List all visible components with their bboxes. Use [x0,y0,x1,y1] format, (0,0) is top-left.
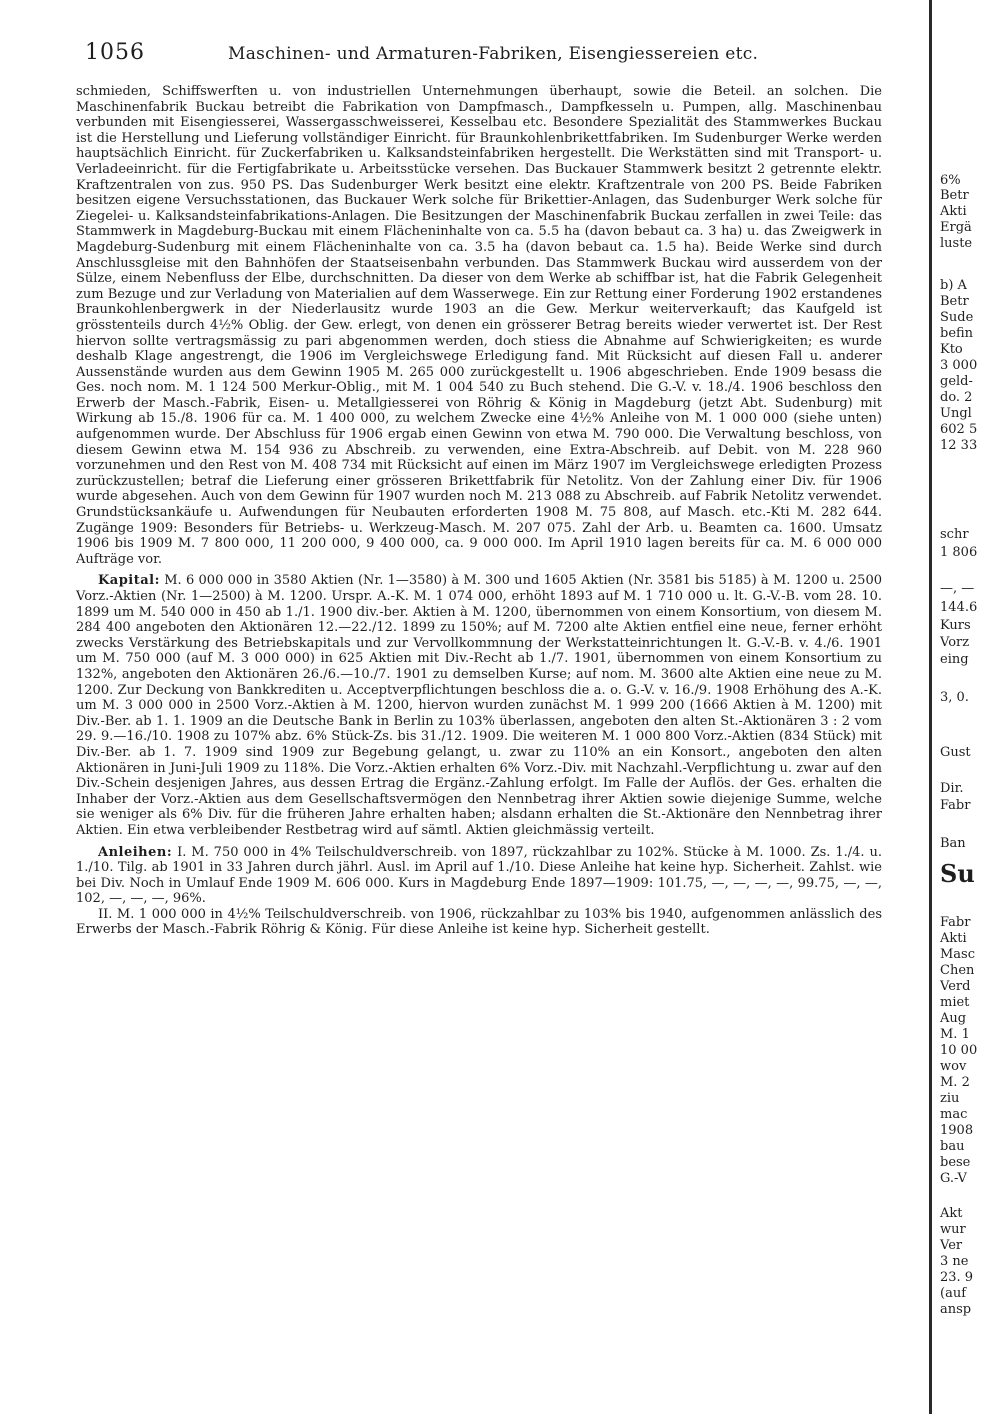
margin-fragment: Vorz [940,635,970,650]
margin-fragment: 3 ne [940,1254,969,1269]
margin-fragment: 23. 9 [940,1270,974,1285]
margin-fragment: befin [940,326,974,341]
margin-fragment: 1 806 [940,545,978,560]
page-header [85,40,925,72]
intro-paragraph: schmieden, Schiffswerften u. von industriellen Unternehmungen überhaupt, sowie die Beteil. an solchen. Die Maschinenfabrik Buckau betreibt die Fabrikation von Dampfmasch., Dampfkesseln u. Pumpen, allg. Maschinenbau verbunden mit Eisengiesserei, Wassergasschweisserei, Kesselbau etc. Besondere Spezialität des Stammwerkes Buckau ist die Herstellung und Lieferung vollständiger Einricht. für Braunkohlenbrikettfabriken. Im Sudenburger Werke werden hauptsächlich Einricht. für Zuckerfabriken u. Kalksandsteinfabriken hergestellt. Die Werkstätten sind mit Transport- u. Verladeeinricht. für die Fertigfabrikate u. Arbeitsstücke versehen. Das Buckauer Stammwerk besitzt 2 getrennte elektr. Kraftzentralen von zus. 950 PS. Das Sudenburger Werk besitzt eine elektr. Kraftzentrale von 200 PS. Beide Fabriken besitzen eigene Versuchsstationen, das Buckauer Werk solche für Brikettier-Anlagen, das Sudenburger Werk solche für Ziegelei- u. Kalksandsteinfabrikations-Anlagen. Die Besitzungen der Maschinenfabrik Buckau zerfallen in zwei Teile: das Stammwerk in Magdeburg-Buckau mit einem Flächeninhalte von ca. 5.5 ha (davon bebaut ca. 3 ha) u. das Zweigwerk in Magdeburg-Sudenburg mit einem Flächeninhalte von ca. 3.5 ha (davon bebaut ca. 1.5 ha). Beide Werke sind durch Anschlussgleise mit den Bahnhöfen der Staatseisenbahn verbunden. Das Stammwerk Buckau wird ausserdem von der Sülze, einem Nebenfluss der Elbe, durchschnitten. Da dieser von dem Werke ab schiffbar ist, hat die Fabrik Gelegenheit zum Bezuge und zur Verladung von Materialien auf dem Wasserwege. Ein zur Rettung einer Forderung 1902 erstandenes Braunkohlenbergwerk in der Niederlausitz wurde 1903 an die Gew. Merkur weiterverkauft; das Kaufgeld ist grösstenteils durch 4½% Oblig. der Gew. erlegt, von denen ein grösserer Betrag bereits wieder verwertet ist. Der Rest hiervon sollte vertragsmässig zu pari abgenommen werden, doch stiess die Abnahme auf Schwierigkeiten; es wurde deshalb Klage angestrengt, die 1906 im Vergleichswege Erledigung fand. Mit Rücksicht auf diesen Fall u. anderer Aussenstände wurden aus dem Gewinn 1905 M. 265 000 zurückgestellt u. 1906 abgeschrieben. Ende 1909 besass die Ges. noch nom. M. 1 124 500 Merkur-Oblig., mit M. 1 004 540 zu Buch stehend. Die G.-V. v. 18./4. 1906 beschloss den Erwerb der Masch.-Fabrik, Eisen- u. Metallgiesserei von Röhrig & König in Magdeburg (jetzt Abt. Sudenburg) mit Wirkung ab 15./8. 1906 für ca. M. 1 400 000, zu welchem Zwecke eine 4½% Anleihe von M. 1 000 000 (siehe unten) aufgenommen wurde. Der Abschluss für 1906 ergab einen Gewinn von etwa M. 790 000. Die Verwaltung beschloss, von diesem Gewinn etwa M. 154 936 zu Abschreib. zu verwenden, eine Extra-Abschreib. auf Debit. von M. 228 960 vorzunehmen und den Rest von M. 408 734 mit Rücksicht auf einen im März 1907 im Vergleichswege erledigten Prozess zurückzustellen; betraf die Lieferung einer grösseren Brikettfabrik für Netolitz. Von der Zahlung einer Div. für 1906 wurde abgesehen. Auch von dem Gewinn für 1907 wurden noch M. 213 088 zu Abschreib. auf Fabrik Netolitz verwendet. Grundstücksankäufe u. Aufwendungen für Neubauten erforderten 1908 M. 75 808, auf Masch. etc.-Kti M. 282 644. Zugänge 1909: Besonders für Betriebs- u. Werkzeug-Masch. M. 207 075. Zahl der Arb. u. Beamten ca. 1600. Umsatz 1906 bis 1909 M. 7 800 000, 11 200 000, 9 400 000, ca. 9 000 000. Im April 1910 lagen bereits für ca. M. 6 000 000 Aufträge vor. [76,84,882,567]
adjacent-page-margin [938,0,1000,1414]
margin-fragment: Ungl [940,406,972,421]
margin-fragment: 3 000 [940,358,978,373]
margin-fragment: bese [940,1155,971,1170]
margin-fragment: Ergä [940,220,972,235]
margin-fragment: Verd [940,979,971,994]
margin-fragment: M. 2 [940,1075,970,1090]
margin-fragment: 1908 [940,1123,974,1138]
margin-fragment: Kurs [940,618,971,633]
margin-fragment: 6% [940,173,961,188]
kapital-paragraph [76,573,882,838]
margin-fragment: G.-V [940,1171,967,1186]
margin-fragment: ansp [940,1302,972,1317]
margin-fragment: Dir. [940,781,964,796]
margin-fragment: mac [940,1107,968,1122]
margin-fragment: 144.6 [940,600,978,615]
margin-fragment: wov [940,1059,967,1074]
kapital-text: M. 6 000 000 in 3580 Aktien (Nr. 1—3580) à M. 300 und 1605 Aktien (Nr. 3581 bis 5185) à M. 1200 u. 2500 Vorz.-Aktien (Nr. 1—2500) à M. 1200. Urspr. A.-K. M. 1 074 000, erhöht 1893 auf M. 1 710 000 u. lt. G.-V.-B. vom 28. 10. 1899 um M. 540 000 in 450 ab 1./1. 1900 div.-ber. Aktien à M. 1200, übernommen von einem Konsortium, von diesem M. 284 400 angeboten den Aktionären 12.—22./12. 1899 zu 150%; auf M. 7200 alte Aktien entfiel eine neue, ferner erhöht zwecks Verstärkung des Betriebskapitals und zur Vervollkommnung der Werkstatteinrichtungen lt. G.-V.-B. v. 4./6. 1901 um M. 750 000 (auf M. 3 000 000) in 625 Aktien mit Div.-Recht ab 1./7. 1901, übernommen von einem Konsortium zu 132%, angeboten den Aktionären 26./6.—10./7. 1901 zu demselben Kurse; auf nom. M. 3600 alte Aktien eine neue zu M. 1200. Zur Deckung von Bankkrediten u. Acceptverpflichtungen beschloss die a. o. G.-V. v. 16./9. 1908 Erhöhung des A.-K. um M. 3 000 000 in 2500 Vorz.-Aktien à M. 1200, hiervon wurden zunächst M. 1 999 200 (1666 Aktien à M. 1200) mit Div.-Ber. ab 1. 1. 1909 an die Deutsche Bank in Berlin zu 103% überlassen, angeboten den alten St.-Aktionären 3 : 2 vom 29. 9.—16./10. 1908 zu 107% abz. 6% Stück-Zs. bis 31./12. 1909. Die weiteren M. 1 000 800 Vorz.-Aktien (834 Stück) mit Div.-Ber. ab 1. 7. 1909 sind 1909 zur Begebung gelangt, u. zwar zu 110% an ein Konsort., angeboten den alten Aktionären in Juni-Juli 1909 zu 118%. Die Vorz.-Aktien erhalten 6% Vorz.-Div. mit Nachzahl.-Verpflichtung u. zwar auf den Div.-Schein desjenigen Jahres, aus dessen Ertrag die Ergänz.-Zahlung erfolgt. Im Falle der Auflös. der Ges. erhalten die Inhaber der Vorz.-Aktien aus dem Gesellschaftsvermögen den Nennbetrag ihrer Aktien sowie diejenige Summe, welche sie weniger als 6% Div. für die früheren Jahre erhalten haben; alsdann erhalten die St.-Aktionäre den Nennbetrag ihrer Aktien. Ein etwa verbleibender Restbetrag wird auf sämtl. Aktien gleichmässig verteilt. [76,573,882,838]
margin-fragment: wur [940,1222,966,1237]
margin-fragment: 3, 0. [940,690,969,705]
margin-fragment: Kto [940,342,963,357]
margin-fragment: —, — [940,581,975,596]
margin-fragment: 12 33 [940,438,978,453]
margin-fragment: ziu [940,1091,960,1106]
page-number: 1056 [85,40,145,65]
margin-fragment: Fabr [940,915,971,930]
margin-fragment: Akt [940,1206,963,1221]
main-column [76,84,882,938]
running-title: Maschinen- und Armaturen-Fabriken, Eisengiessereien etc. [228,44,759,64]
margin-fragment: M. 1 [940,1027,970,1042]
margin-fragment: bau [940,1139,965,1154]
margin-fragment: do. 2 [940,390,973,405]
anleihen-paragraph [76,845,882,907]
anleihen-2-paragraph: II. M. 1 000 000 in 4½% Teilschuldverschreib. von 1906, rückzahlbar zu 103% bis 1940, aufgenommen anlässlich des Erwerbs der Masch.-Fabrik Röhrig & König. Für diese Anleihe ist keine hyp. Sicherheit gestellt. [76,906,882,938]
margin-fragment: Betr [940,294,969,309]
margin-fragment: 10 00 [940,1043,978,1058]
margin-fragment: Aug [940,1011,967,1026]
margin-fragment: Fabr [940,798,971,813]
margin-fragment: 602 5 [940,422,978,437]
anleihen-label: Anleihen: [98,844,173,860]
margin-fragment: Ban [940,836,966,851]
margin-fragment: eing [940,652,969,667]
margin-fragment: miet [940,995,970,1010]
margin-fragment: luste [940,236,973,251]
margin-fragment: b) A [940,278,967,293]
anleihen-1-text: I. M. 750 000 in 4% Teilschuldverschreib. von 1897, rückzahlbar zu 102%. Stücke à M. 1000. Zs. 1./4. u. 1./10. Tilg. ab 1901 in 33 Jahren durch jährl. Ausl. im April auf 1./10. Diese Anleihe hat keine hyp. Sicherheit. Zahlst. wie bei Div. Noch in Umlauf Ende 1909 M. 606 000. Kurs in Magdeburg Ende 1897—1909: 101.75, —, —, —, —, 99.75, —, —, 102, —, —, —, 96%. [76,844,882,907]
margin-fragment: Ver [940,1238,963,1253]
margin-heading-fragment: Su [940,859,975,888]
margin-fragment: Betr [940,188,969,203]
margin-fragment: (auf [940,1286,967,1301]
kapital-label: Kapital: [98,573,160,589]
margin-fragment: geld- [940,374,973,389]
margin-fragment: Masc [940,947,976,962]
margin-fragment: Akti [940,204,967,219]
margin-fragment: Sude [940,310,974,325]
margin-fragment: Akti [940,931,967,946]
margin-fragment: schr [940,527,969,542]
margin-fragment: Gust [940,745,971,760]
margin-fragment: Chen [940,963,975,978]
column-divider [929,0,932,1414]
